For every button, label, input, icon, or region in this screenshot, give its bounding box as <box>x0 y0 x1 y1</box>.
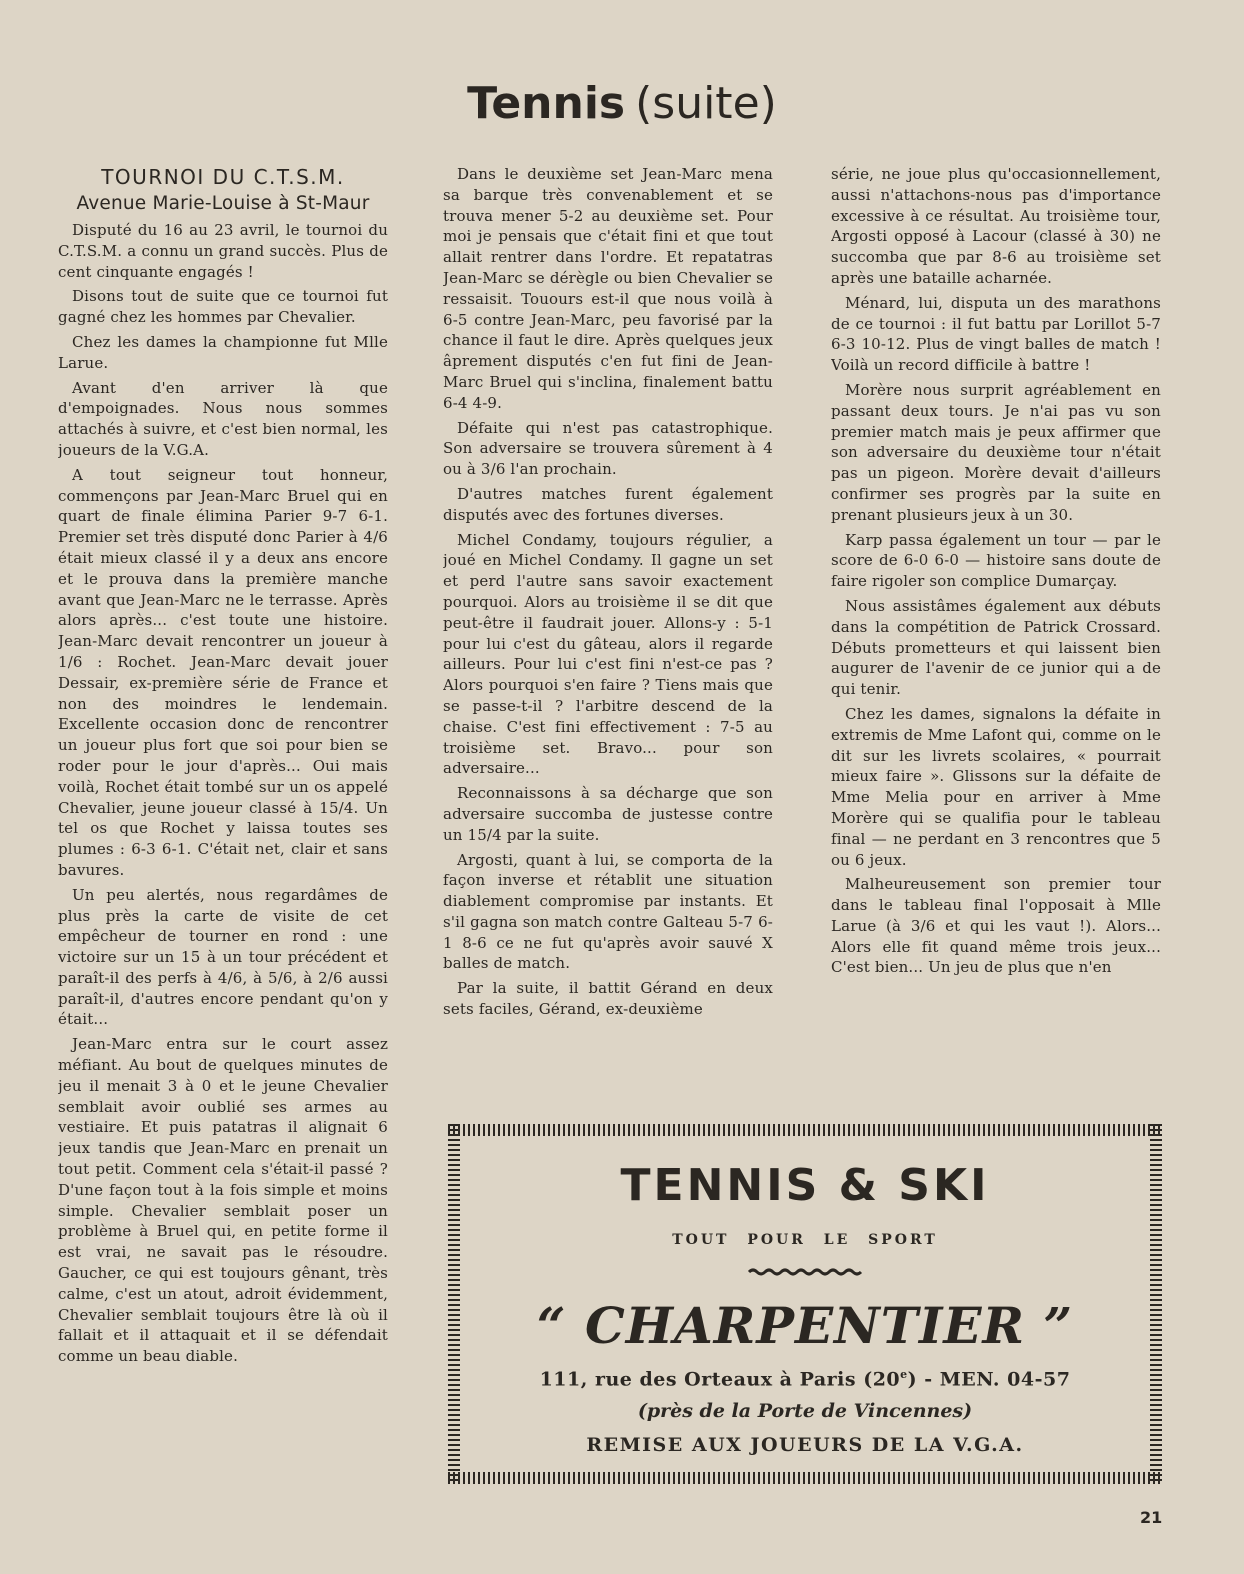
paragraph: A tout seigneur tout honneur, commençons par Jean-Marc Bruel qui en quart de finale élimina Parier 9-7 6-1. Premier set très disputé donc Parier à 4/6 était mieux classé il y a deux ans encore et le prouva dans la première manche avant que Jean-Marc ne le terrasse. Après alors après... c'est toute une histoire. Jean-Marc devait rencontrer un joueur à 1/6 : Rochet. Jean-Marc devait jouer Dessair, ex-première série de France et non des moindres le lendemain. Excellente occasion donc de rencontrer un joueur plus fort que soi pour bien se roder pour le jour d'après... Oui mais voilà, Rochet était tombé sur un os appelé Chevalier, jeune joueur classé à 15/4. Un tel os que Rochet y laissa toutes ses plumes : 6-3 6-1. C'était net, clair et sans bavures. <box>58 465 388 879</box>
paragraph: Un peu alertés, nous regardâmes de plus près la carte de visite de cet empêcheur de tourner en rond : une victoire sur un 15 à un tour précédent et paraît-il des perfs à 4/6, à 5/6, à 2/6 aussi paraît-il, d'autres encore pendant qu'on y était... <box>58 885 388 1029</box>
paragraph: Disons tout de suite que ce tournoi fut gagné chez les hommes par Chevalier. <box>58 287 388 327</box>
paragraph: Malheureusement son premier tour dans le tableau final l'opposait à Mlle Larue (à 3/6 et qui les vaut !). Alors... Alors elle fit quand même trois jeux... C'est bien... Un jeu de plus que n'en <box>831 875 1161 977</box>
paragraph: Ménard, lui, disputa un des marathons de ce tournoi : il fut battu par Lorillot 5-7 6-3 10-12. Plus de vingt balles de match ! Voilà un record difficile à battre ! <box>831 293 1161 375</box>
ad-address <box>460 1368 1150 1390</box>
ad-tagline: TOUT POUR LE SPORT <box>672 1232 938 1248</box>
paragraph: Dans le deuxième set Jean-Marc mena sa barque très convenablement et se trouva mener 5-2 au deuxième set. Pour moi je pensais que c'était fini et que tout allait rentrer dans l'ordre. Et repatatras Jean-Marc se dérègle ou bien Chevalier se ressaisit. Touours est-il que nous voilà à 6-5 contre Jean-Marc, peu favorisé par la chance il faut le dire. Après quelques jeux âprement disputés c'en fut fini de Jean-Marc Bruel qui s'inclina, finalement battu 6-4 4-9. <box>443 165 773 412</box>
paragraph-continued: série, ne joue plus qu'occasionnellement, aussi n'attachons-nous pas d'importance excessive à ce résultat. Au troisième tour, Argosti opposé à Lacour (classé à 30) ne succomba que par 8-6 au troisième set après une bataille acharnée. <box>831 165 1161 287</box>
paragraph: Reconnaissons à sa décharge que son adversaire succomba de justesse contre un 15/4 par la suite. <box>443 784 773 844</box>
article-column-3 <box>831 164 1161 1094</box>
advertisement-box <box>448 1124 1162 1484</box>
wave-divider-icon <box>747 1266 863 1278</box>
paragraph: Jean-Marc entra sur le court assez méfiant. Au bout de quelques minutes de jeu il menait 3 à 0 et le jeune Chevalier semblait avoir oublié ses armes au vestiaire. Et puis patatras il alignait 6 jeux tandis que Jean-Marc en prenait un tout petit. Comment cela s'était-il passé ? D'une façon tout à la fois simple et moins simple. Chevalier semblait poser un problème à Bruel qui, en petite forme il est vrai, ne savait pas le résoudre. Gaucher, ce qui est toujours gênant, très calme, c'est un atout, adroit évidemment, Chevalier semblait toujours être là où il fallait et il attaquait et il se défendait comme un beau diable. <box>58 1035 388 1366</box>
ad-location: (près de la Porte de Vincennes) <box>637 1400 973 1422</box>
page-title-main: Tennis <box>467 78 626 129</box>
page-number: 21 <box>1140 1508 1163 1527</box>
ad-address-street: 111, rue des Orteaux à Paris (20 <box>539 1368 901 1391</box>
paragraph: Chez les dames la championne fut Mlle Larue. <box>58 332 388 372</box>
paragraph: Morère nous surprit agréablement en passant deux tours. Je n'ai pas vu son premier match mais je peux affirmer que son adversaire du deuxième tour n'était pas un pigeon. Morère devait d'ailleurs confirmer ses progrès par la suite en prenant plusieurs jeux à un 30. <box>831 380 1161 524</box>
ad-address-sup: e <box>900 1368 908 1381</box>
article-column-1 <box>58 164 388 1494</box>
ad-border-right <box>1150 1124 1162 1484</box>
page-title <box>0 74 1244 134</box>
paragraph: Avant d'en arriver là que d'empoignades. Nous nous sommes attachés à suivre, et c'est bien normal, les joueurs de la V.G.A. <box>58 378 388 459</box>
paragraph: Défaite qui n'est pas catastrophique. Son adversaire se trouvera sûrement à 4 ou à 3/6 l'an prochain. <box>443 418 773 479</box>
ad-border-bottom <box>448 1472 1162 1484</box>
paragraph: Karp passa également un tour — par le score de 6-0 6-0 — histoire sans doute de faire rigoler son complice Dumarçay. <box>831 530 1161 591</box>
article-subheading: Avenue Marie-Louise à St-Maur <box>76 193 370 214</box>
ad-content <box>460 1136 1150 1472</box>
article-heading: TOURNOI DU C.T.S.M. <box>101 165 345 189</box>
ad-address-phone: ) - MEN. 04-57 <box>907 1368 1071 1391</box>
article-column-2 <box>443 164 773 1094</box>
paragraph: Argosti, quant à lui, se comporta de la façon inverse et rétablit une situation diablement compromise par instants. Et s'il gagna son match contre Galteau 5-7 6-1 8-6 ce ne fut qu'après avoir sauvé X balles de match. <box>443 850 773 973</box>
ad-brand: TENNIS & SKI <box>620 1160 990 1211</box>
paragraph: Nous assistâmes également aux débuts dans la compétition de Patrick Crossard. Débuts prometteurs et qui laissent bien augurer de l'avenir de ce junior qui a de qui tenir. <box>831 596 1161 699</box>
ad-border-left <box>448 1124 460 1484</box>
paragraph: Disputé du 16 au 23 avril, le tournoi du C.T.S.M. a connu un grand succès. Plus de cent cinquante engagés ! <box>58 221 388 281</box>
paragraph: Michel Condamy, toujours régulier, a joué en Michel Condamy. Il gagne un set et perd l'autre sans savoir exactement pourquoi. Alors au troisième il se dit que peut-être il faudrait jouer. Allons-y : 5-1 pour lui c'est du gâteau, alors il regarde ailleurs. Pour lui c'est fini n'est-ce pas ? Alors pourquoi s'en faire ? Tiens mais que se passe-t-il ? l'arbitre descend de la chaise. C'est fini effectivement : 7-5 au troisième set. Bravo... pour son adversaire... <box>443 530 773 778</box>
ad-border-top <box>448 1124 1162 1136</box>
page-title-suffix: (suite) <box>635 78 777 129</box>
paragraph: D'autres matches furent également disputés avec des fortunes diverses. <box>443 484 773 524</box>
paragraph: Par la suite, il battit Gérand en deux sets faciles, Gérand, ex-deuxième <box>443 979 773 1019</box>
ad-offer: REMISE AUX JOUEURS DE LA V.G.A. <box>586 1434 1024 1456</box>
ad-shop-name: “ CHARPENTIER ” <box>536 1296 1074 1355</box>
paragraph: Chez les dames, signalons la défaite in extremis de Mme Lafont qui, comme on le dit sur les livrets scolaires, « pourrait mieux faire ». Glissons sur la défaite de Mme Melia pour en arriver à Mme Morère qui se qualifia pour le tableau final — ne perdant en 3 rencontres que 5 ou 6 jeux. <box>831 704 1161 869</box>
